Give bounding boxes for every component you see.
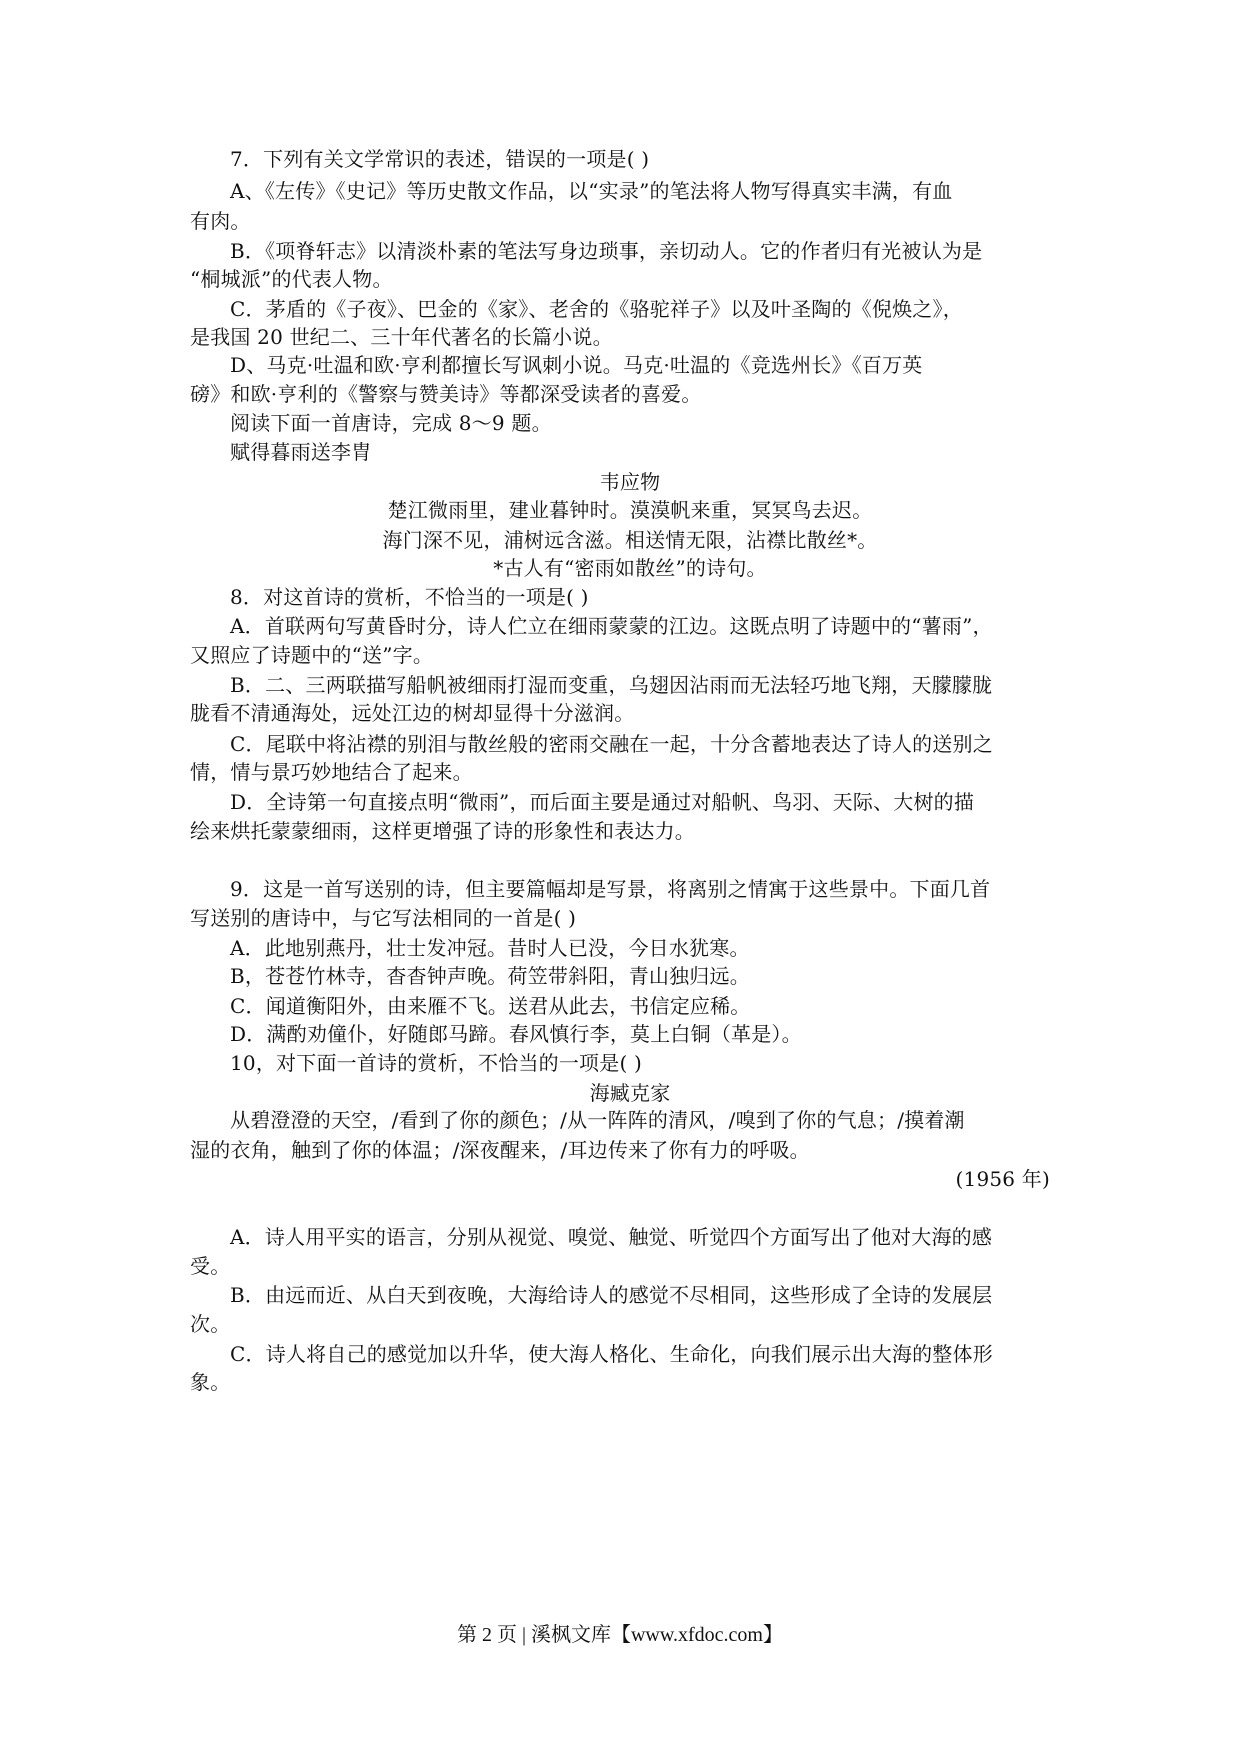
q10-stem: 10，对下面一首诗的赏析，不恰当的一项是( ) (230, 1051, 643, 1075)
q10-option-c-line2: 象。 (190, 1370, 231, 1394)
q7-option-b-line2: “桐城派”的代表人物。 (190, 267, 393, 291)
q10-option-b-line1: B．由远而近、从白天到夜晚，大海给诗人的感觉不尽相同，这些形成了全诗的发展层 (230, 1283, 993, 1307)
q8-stem: 8．对这首诗的赏析，不恰当的一项是( ) (230, 585, 589, 609)
q9-option-d: D．满酌劝僮仆，好随郎马蹄。春风慎行李，莫上白铜（革是）。 (230, 1022, 802, 1046)
q9-stem-line1: 9．这是一首写送别的诗，但主要篇幅却是写景，将离别之情寓于这些景中。下面几首 (230, 877, 991, 901)
q8-option-a-line2: 又照应了诗题中的“送”字。 (190, 643, 434, 667)
q7-option-d-line2: 磅》和欧·亨利的《警察与赞美诗》等都深受读者的喜爱。 (190, 382, 702, 406)
q7-option-c-line1: C．茅盾的《子夜》、巴金的《家》、老舍的《骆驼祥子》以及叶圣陶的《倪焕之》， (230, 297, 963, 321)
q10-option-a-line1: A．诗人用平实的语言，分别从视觉、嗅觉、触觉、听觉四个方面写出了他对大海的感 (230, 1225, 993, 1249)
q7-option-d-line1: D、马克·吐温和欧·亨利都擅长写讽刺小说。马克·吐温的《竞选州长》《百万英 (230, 353, 923, 377)
q10-option-c-line1: C．诗人将自己的感觉加以升华，使大海人格化、生命化，向我们展示出大海的整体形 (230, 1342, 993, 1366)
q10-poem-line2: 湿的衣角，触到了你的体温；/深夜醒来，/耳边传来了你有力的呼吸。 (190, 1138, 810, 1162)
poem-author: 韦应物 (599, 470, 661, 494)
q10-option-a-line2: 受。 (190, 1254, 231, 1278)
q10-option-b-line2: 次。 (190, 1312, 231, 1336)
q9-option-c: C．闻道衡阳外，由来雁不飞。送君从此去，书信定应稀。 (230, 994, 751, 1018)
q7-option-b-line1: B．《项脊轩志》以清淡朴素的笔法写身边琐事，亲切动人。它的作者归有光被认为是 (230, 239, 983, 263)
q8-option-a-line1: A．首联两句写黄昏时分，诗人伫立在细雨蒙蒙的江边。这既点明了诗题中的“薯雨”， (230, 614, 993, 638)
q8-option-b-line1: B．二、三两联描写船帆被细雨打湿而变重，乌翅因沾雨而无法轻巧地飞翔，天朦朦胧 (230, 673, 993, 697)
q9-option-b: B，苍苍竹林寺，杳杳钟声晚。荷笠带斜阳，青山独归远。 (230, 964, 750, 988)
q7-option-a-line2: 有肉。 (190, 209, 251, 233)
q7-stem: 7．下列有关文学常识的表述，错误的一项是( ) (230, 147, 650, 171)
q8-option-c-line2: 情，情与景巧妙地结合了起来。 (190, 760, 473, 784)
q8-option-c-line1: C．尾联中将沾襟的别泪与散丝般的密雨交融在一起，十分含蓄地表达了诗人的送别之 (230, 732, 993, 756)
q9-stem-line2: 写送别的唐诗中，与它写法相同的一首是( ) (190, 906, 577, 930)
q7-option-c-line2: 是我国 20 世纪二、三十年代著名的长篇小说。 (190, 325, 613, 349)
q7-option-a-line1: A、《左传》《史记》等历史散文作品，以“实录”的笔法将人物写得真实丰满，有血 (230, 179, 953, 203)
reading-intro: 阅读下面一首唐诗，完成 8～9 题。 (230, 411, 552, 435)
q8-option-d-line1: D．全诗第一句直接点明“微雨”，而后面主要是通过对船帆、鸟羽、天际、大树的描 (230, 790, 975, 814)
q8-option-b-line2: 胧看不清通海处，远处江边的树却显得十分滋润。 (190, 701, 635, 725)
q10-poem-title: 海臧克家 (589, 1081, 671, 1105)
q10-poem-year: (1956 年) (955, 1167, 1050, 1191)
q8-option-d-line2: 绘来烘托蒙蒙细雨，这样更增强了诗的形象性和表达力。 (190, 819, 695, 843)
page-footer: 第 2 页 | 溪枫文库【www.xfdoc.com】 (456, 1624, 783, 1646)
poem-footnote: *古人有“密雨如散丝”的诗句。 (493, 556, 767, 580)
poem-line-1: 楚江微雨里，建业暮钟时。漠漠帆来重，冥冥鸟去迟。 (387, 498, 873, 522)
q10-poem-line1: 从碧澄澄的天空，/看到了你的颜色；/从一阵阵的清风，/嗅到了你的气息；/摸着潮 (230, 1108, 965, 1132)
poem-title: 赋得暮雨送李胄 (230, 440, 372, 464)
poem-line-2: 海门深不见，浦树远含滋。相送情无限，沾襟比散丝*。 (382, 528, 878, 552)
q9-option-a: A．此地别燕丹，壮士发冲冠。昔时人已没，今日水犹寒。 (230, 936, 750, 960)
